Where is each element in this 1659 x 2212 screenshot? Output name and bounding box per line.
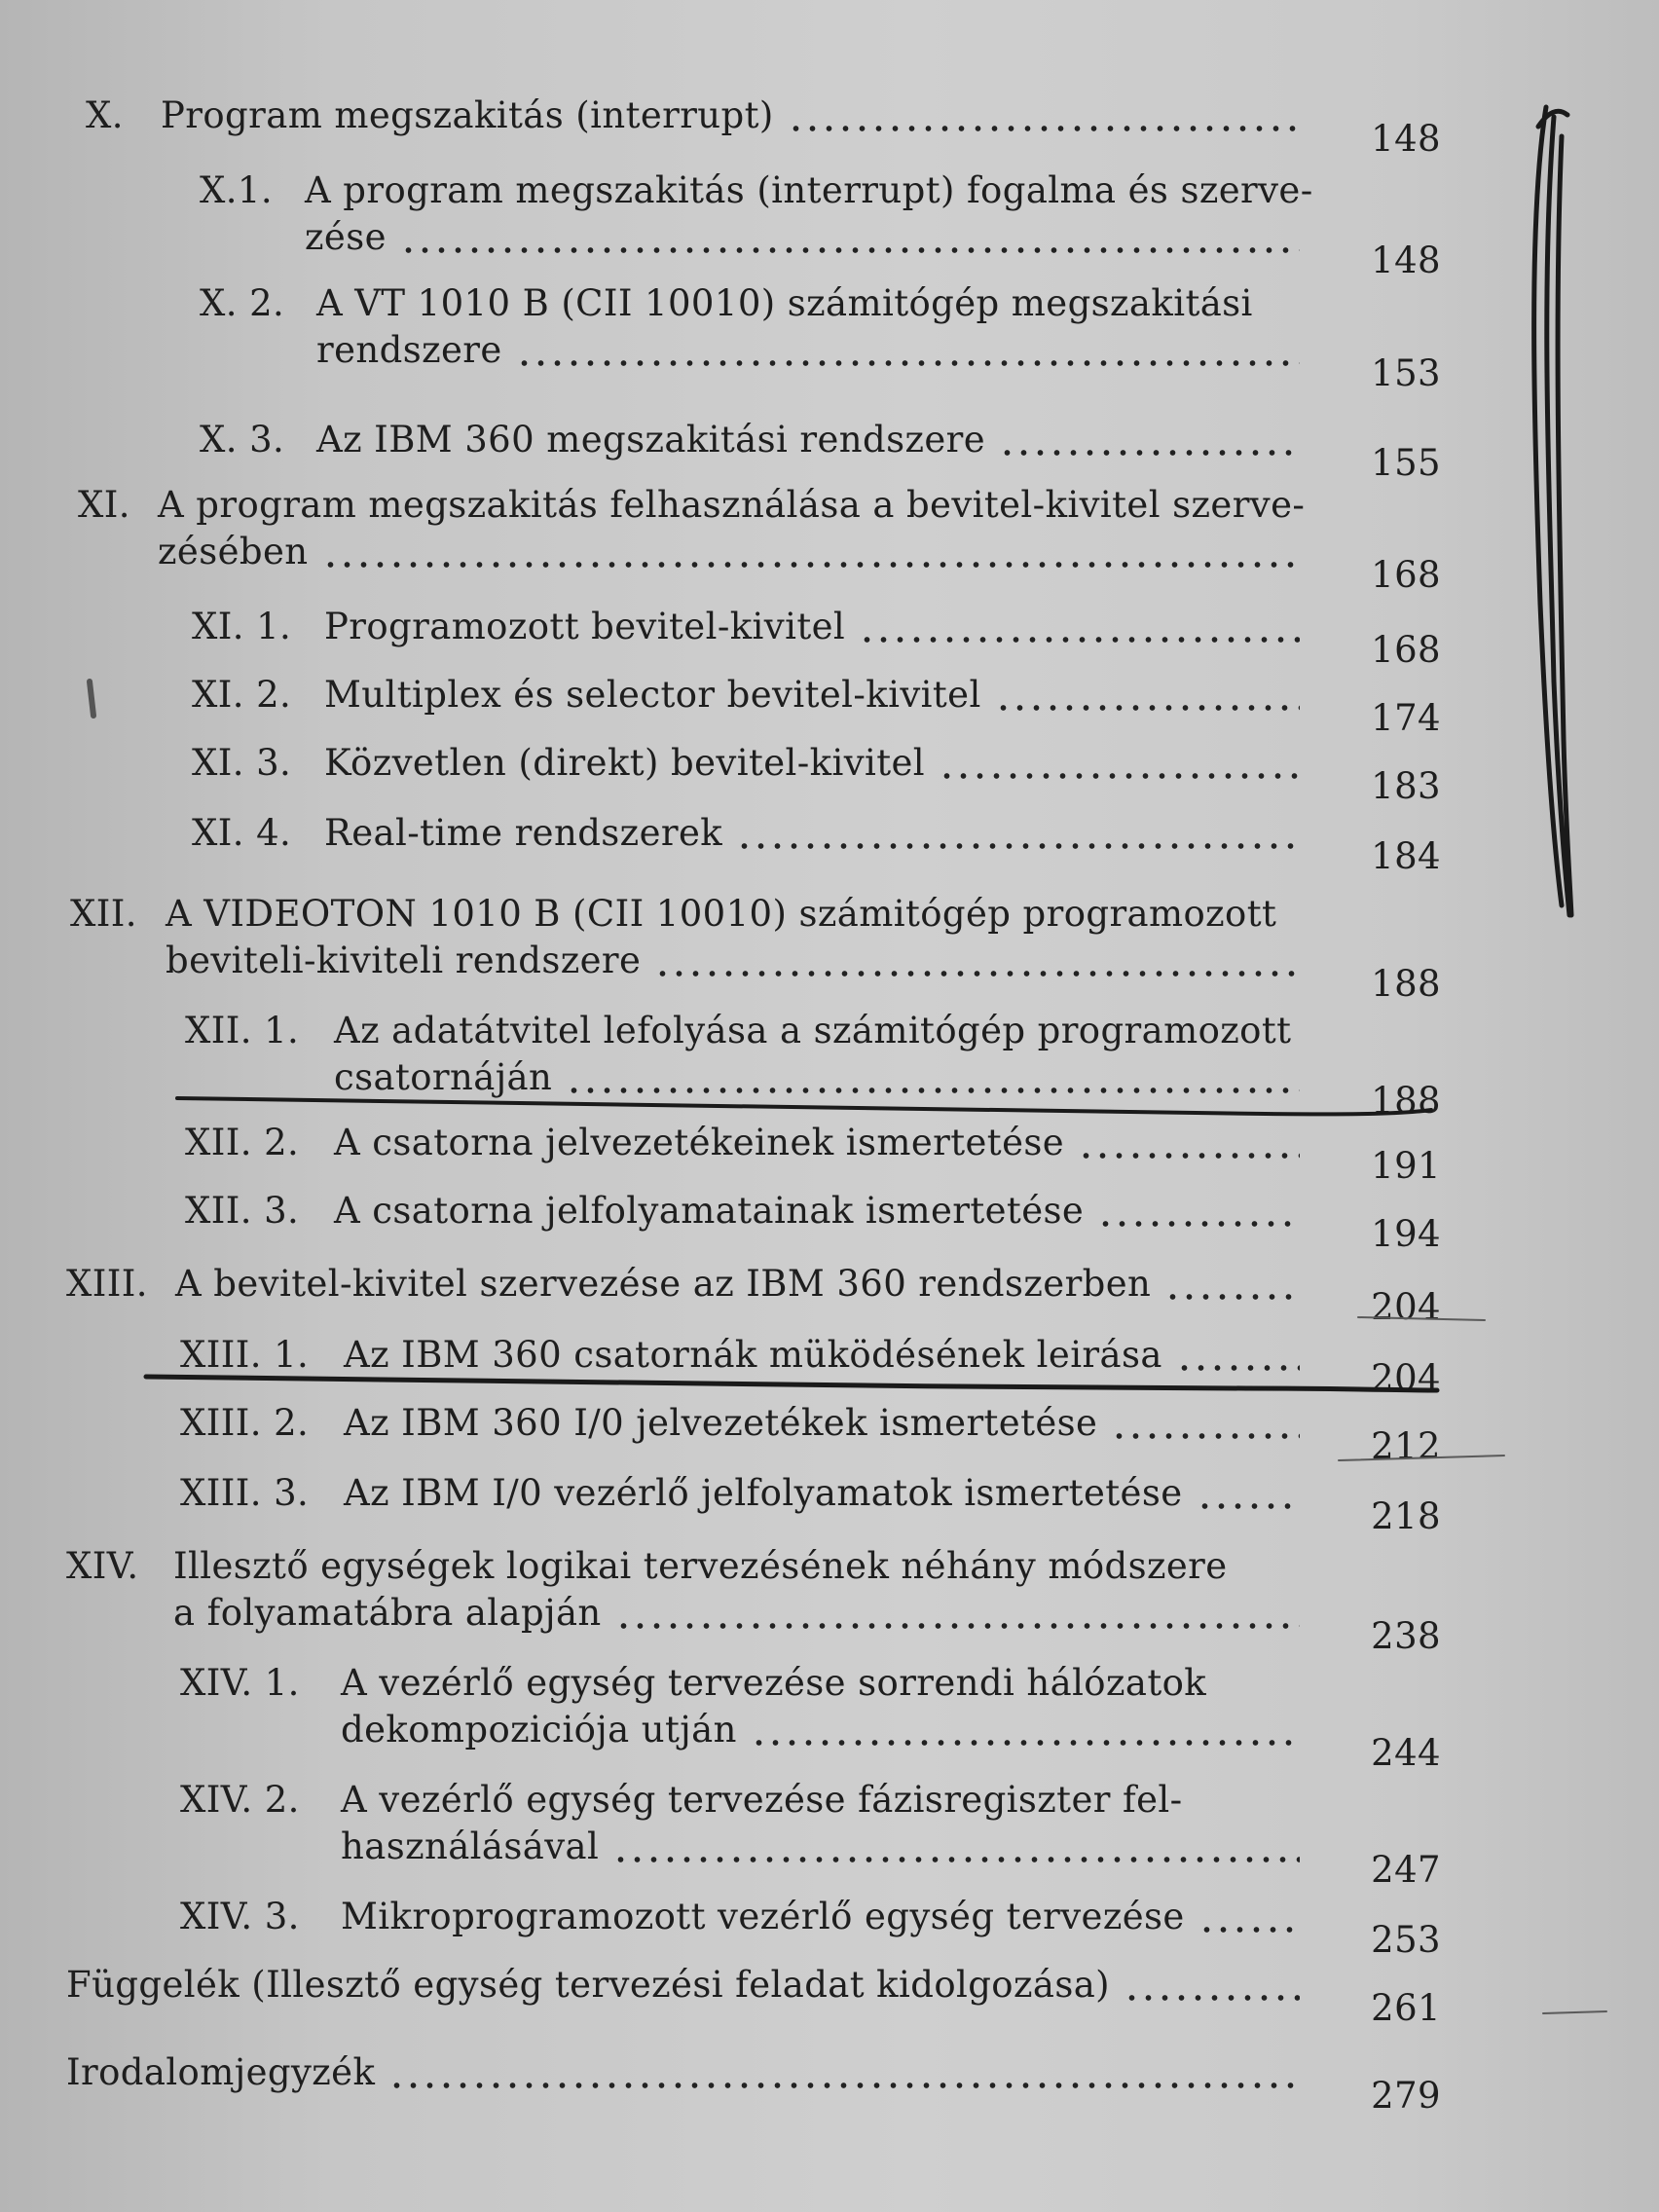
toc-entry-title-line: Közvetlen (direkt) bevitel-kivitel xyxy=(324,742,926,784)
toc-entry-number: XI. 4. xyxy=(192,812,292,854)
toc-entry-title-line: Program megszakitás (interrupt) xyxy=(161,94,774,136)
toc-entry-number: XII. xyxy=(70,893,137,935)
toc-page-number: 238 xyxy=(1371,1615,1441,1657)
toc-entry-title-line: Illesztő egységek logikai tervezésének néhány módszere xyxy=(173,1545,1228,1587)
toc-entry-title-line: A program megszakitás felhasználása a bevitel-kivitel szerve- xyxy=(158,484,1306,526)
toc-entry-title-line: A vezérlő egység tervezése fázisregiszter fel- xyxy=(341,1779,1183,1821)
toc-page-number: 148 xyxy=(1371,240,1441,281)
pencil-mark xyxy=(90,682,93,716)
toc-page-number: 218 xyxy=(1371,1495,1441,1537)
toc-page-number: 168 xyxy=(1371,629,1441,671)
toc-entry-title-line: Az IBM I/0 vezérlő jelfolyamatok ismertetése xyxy=(344,1472,1183,1514)
toc-entry-number: XIV. 3. xyxy=(180,1896,300,1937)
toc-page-number: 155 xyxy=(1371,442,1441,484)
toc-entry-title-line: a folyamatábra alapján xyxy=(173,1592,602,1634)
toc-entry-number: XIII. 2. xyxy=(180,1402,310,1444)
toc-entry-number: X.1. xyxy=(200,169,274,211)
toc-entry-number: XIII. 3. xyxy=(180,1472,310,1514)
toc-page-number: 253 xyxy=(1371,1919,1441,1961)
toc-page-number: 148 xyxy=(1371,118,1441,160)
toc-entry-title-line: Real-time rendszerek xyxy=(324,812,723,854)
toc-page-number: 244 xyxy=(1371,1732,1441,1774)
toc-entry-number: XIII. xyxy=(66,1263,148,1305)
toc-entry-title-line: zésében xyxy=(158,531,309,572)
toc-page-number: 191 xyxy=(1371,1145,1441,1187)
toc-entry-title-line: zése xyxy=(305,216,387,258)
toc-entry-number: XI. 1. xyxy=(192,606,292,647)
toc-entry-number: XII. 1. xyxy=(185,1010,300,1051)
toc-entry-number: XII. 2. xyxy=(185,1122,300,1163)
toc-entry-title-line: Az IBM 360 megszakitási rendszere xyxy=(316,419,986,461)
toc-entry-number: X. 2. xyxy=(200,282,285,324)
toc-entry-title-line: A VIDEOTON 1010 B (CII 10010) számitógép programozott xyxy=(166,893,1277,935)
toc-entry-number: X. 3. xyxy=(200,419,285,461)
toc-entry-number: XI. xyxy=(78,484,130,526)
toc-entry-title-line: A csatorna jelvezetékeinek ismertetése xyxy=(334,1122,1065,1163)
toc-entry-number: XIV. xyxy=(66,1545,139,1587)
toc-page-number: 212 xyxy=(1371,1425,1441,1467)
toc-entry-title-line: Irodalomjegyzék xyxy=(66,2051,376,2093)
toc-page-number: 168 xyxy=(1371,554,1441,596)
toc-entry-title-line: Függelék (Illesztő egység tervezési feladat kidolgozása) xyxy=(66,1964,1111,2006)
toc-entry-number: XII. 3. xyxy=(185,1190,300,1232)
tick-mark xyxy=(1543,2011,1606,2013)
toc-page-number: 174 xyxy=(1371,697,1441,739)
toc-entry-title-line: A bevitel-kivitel szervezése az IBM 360 rendszerben xyxy=(175,1263,1152,1305)
toc-entry-title-line: Az IBM 360 csatornák müködésének leirása xyxy=(344,1334,1162,1376)
toc-entry-title-line: A vezérlő egység tervezése sorrendi hálózatok xyxy=(341,1662,1207,1704)
underline-mark xyxy=(146,1377,1437,1390)
margin-scribble xyxy=(1534,107,1571,915)
toc-entry-title-line: A csatorna jelfolyamatainak ismertetése xyxy=(334,1190,1085,1232)
toc-entry-title-line: beviteli-kiviteli rendszere xyxy=(166,940,642,981)
toc-entry-number: X. xyxy=(86,94,124,136)
toc-entry-number: XIV. 1. xyxy=(180,1662,300,1704)
toc-entry-title-line: csatornáján xyxy=(334,1056,553,1098)
tick-mark xyxy=(1358,1317,1485,1320)
toc-entry-number: XIII. 1. xyxy=(180,1334,310,1376)
toc-entry-title-line: A program megszakitás (interrupt) fogalma és szerve- xyxy=(305,169,1313,211)
toc-page-number: 184 xyxy=(1371,835,1441,877)
toc-page-number: 194 xyxy=(1371,1213,1441,1255)
toc-page-number: 188 xyxy=(1371,1080,1441,1122)
toc-page-number: 261 xyxy=(1371,1987,1441,2029)
toc-entry-title-line: dekompoziciója utján xyxy=(341,1709,737,1751)
toc-entry-title-line: rendszere xyxy=(316,329,502,371)
toc-entry-title-line: A VT 1010 B (CII 10010) számitógép megszakitási xyxy=(316,282,1253,324)
toc-page-number: 204 xyxy=(1371,1357,1441,1399)
toc-page-number: 183 xyxy=(1371,765,1441,807)
tick-mark xyxy=(1339,1456,1504,1460)
toc-page-number: 153 xyxy=(1371,352,1441,394)
toc-entry-title-line: használásával xyxy=(341,1825,600,1867)
toc-entry-number: XI. 2. xyxy=(192,674,292,716)
toc-page-number: 188 xyxy=(1371,963,1441,1005)
toc-entry-title-line: Multiplex és selector bevitel-kivitel xyxy=(324,674,981,716)
toc-entry-title-line: Mikroprogramozott vezérlő egység tervezése xyxy=(341,1896,1185,1937)
toc-entry-title-line: Az adatátvitel lefolyása a számitógép programozott xyxy=(334,1010,1292,1051)
toc-page-number: 204 xyxy=(1371,1286,1441,1328)
toc-entry-number: XI. 3. xyxy=(192,742,292,784)
toc-page-number: 247 xyxy=(1371,1849,1441,1891)
underline-mark xyxy=(177,1098,1431,1114)
toc-entry-number: XIV. 2. xyxy=(180,1779,300,1821)
toc-entry-title-line: Az IBM 360 I/0 jelvezetékek ismertetése xyxy=(344,1402,1098,1444)
toc-page-number: 279 xyxy=(1371,2075,1441,2117)
toc-entry-title-line: Programozott bevitel-kivitel xyxy=(324,606,846,647)
